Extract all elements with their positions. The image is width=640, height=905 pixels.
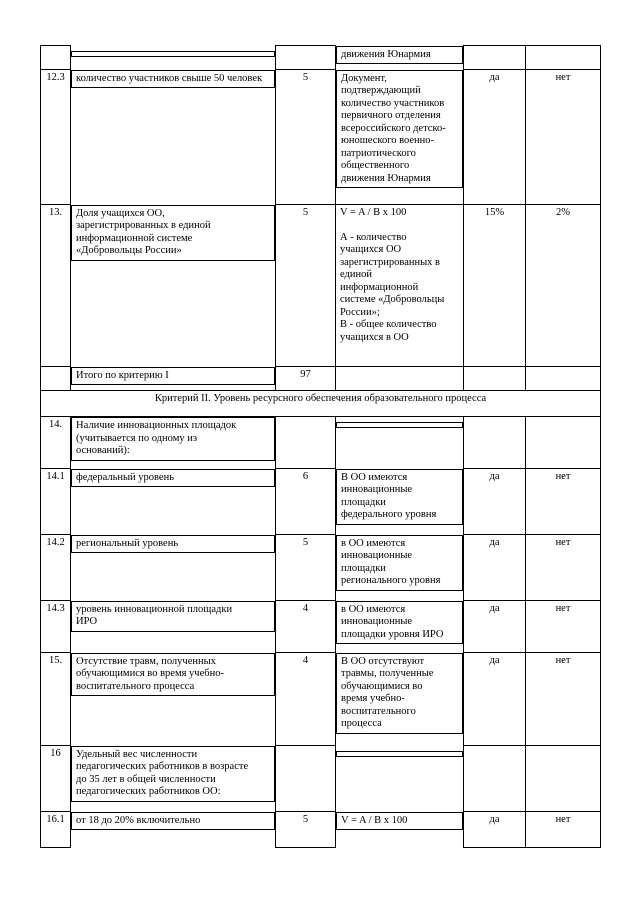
max-points: 6: [276, 469, 336, 535]
value-yes: да: [464, 70, 526, 205]
table-row: [41, 601, 601, 653]
row-number: [41, 46, 71, 70]
value-yes: [464, 367, 526, 391]
max-points: [276, 746, 336, 812]
criteria-table: [40, 45, 601, 848]
max-points: 5: [276, 205, 336, 367]
row-number: [41, 367, 71, 391]
indicator-name: федеральный уровень: [71, 469, 275, 488]
max-points: 5: [276, 535, 336, 601]
value-yes: да: [464, 535, 526, 601]
max-points: 5: [276, 70, 336, 205]
value-no: нет: [526, 601, 601, 653]
confirming-document: [336, 205, 464, 367]
table-row: [41, 746, 601, 812]
max-points: [276, 417, 336, 469]
table-row: [41, 535, 601, 601]
max-points: [276, 46, 336, 70]
indicator-name: Отсутствие травм, полученных обучающимися во время учебно- воспитательного процесса: [71, 653, 275, 697]
value-no: [526, 367, 601, 391]
indicator-name: Наличие инновационных площадок (учитывается по одному из оснований):: [71, 417, 275, 461]
table-row: [41, 46, 601, 70]
value-no: нет: [526, 535, 601, 601]
max-points: 97: [276, 367, 336, 391]
row-number: 12.3: [41, 70, 71, 205]
value-no: нет: [526, 469, 601, 535]
value-no: 2%: [526, 205, 601, 367]
indicator-name: Итого по критерию I: [71, 367, 275, 386]
value-yes: [464, 46, 526, 70]
indicator-name: [71, 51, 275, 57]
table-row: [41, 812, 601, 848]
confirming-document: в ОО имеются инновационные площадки уровня ИРО: [336, 601, 463, 645]
criterion-title: Критерий II. Уровень ресурсного обеспечения образовательного процесса: [41, 391, 601, 417]
criterion-header-row: [41, 391, 601, 417]
value-no: нет: [526, 653, 601, 746]
row-number: 14.3: [41, 601, 71, 653]
formula: V = A / B x 100: [340, 207, 407, 218]
indicator-name: Доля учащихся ОО, зарегистрированных в единой информационной системе «Добровольцы России»: [71, 205, 275, 261]
table-row: [41, 653, 601, 746]
value-yes: да: [464, 469, 526, 535]
table-row: [41, 367, 601, 391]
max-points: 5: [276, 812, 336, 848]
table-row: [41, 469, 601, 535]
formula-legend: А - количество учащихся ОО зарегистрированных в единой информационной системе «Добровольцы России»; В - общее количество учащихся в ОО: [340, 231, 445, 343]
table-row: [41, 417, 601, 469]
indicator-name: от 18 до 20% включительно: [71, 812, 275, 831]
indicator-name: региональный уровень: [71, 535, 275, 554]
row-number: 14.2: [41, 535, 71, 601]
row-number: 16: [41, 746, 71, 812]
max-points: 4: [276, 601, 336, 653]
value-no: [526, 417, 601, 469]
value-yes: да: [464, 601, 526, 653]
indicator-name: Удельный вес численности педагогических работников в возрасте до 35 лет в общей численности педагогических работников ОО:: [71, 746, 275, 802]
value-yes: да: [464, 812, 526, 848]
row-number: 14.: [41, 417, 71, 469]
value-yes: 15%: [464, 205, 526, 367]
confirming-document: [336, 422, 463, 428]
row-number: 13.: [41, 205, 71, 367]
value-yes: [464, 746, 526, 812]
value-yes: [464, 417, 526, 469]
table-row: [41, 205, 601, 367]
value-yes: да: [464, 653, 526, 746]
value-no: [526, 46, 601, 70]
value-no: нет: [526, 70, 601, 205]
table-row: [41, 70, 601, 205]
confirming-document: V = A / B x 100: [336, 812, 463, 831]
confirming-document: [336, 751, 463, 757]
row-number: 15.: [41, 653, 71, 746]
confirming-document: Документ, подтверждающий количество участников первичного отделения всероссийского детско- юношеского военно- патриотического общественного движения Юнармия: [336, 70, 463, 189]
row-number: 14.1: [41, 469, 71, 535]
confirming-document: В ОО имеются инновационные площадки федерального уровня: [336, 469, 463, 525]
indicator-name: количество участников свыше 50 человек: [71, 70, 275, 89]
confirming-document: [336, 367, 464, 391]
row-number: 16.1: [41, 812, 71, 848]
indicator-name: уровень инновационной площадки ИРО: [71, 601, 275, 632]
max-points: 4: [276, 653, 336, 746]
value-no: нет: [526, 812, 601, 848]
confirming-document: В ОО отсутствуют травмы, полученные обучающимися во время учебно- воспитательного процесса: [336, 653, 463, 734]
confirming-document: в ОО имеются инновационные площадки регионального уровня: [336, 535, 463, 591]
confirming-document: движения Юнармия: [336, 46, 463, 65]
value-no: [526, 746, 601, 812]
